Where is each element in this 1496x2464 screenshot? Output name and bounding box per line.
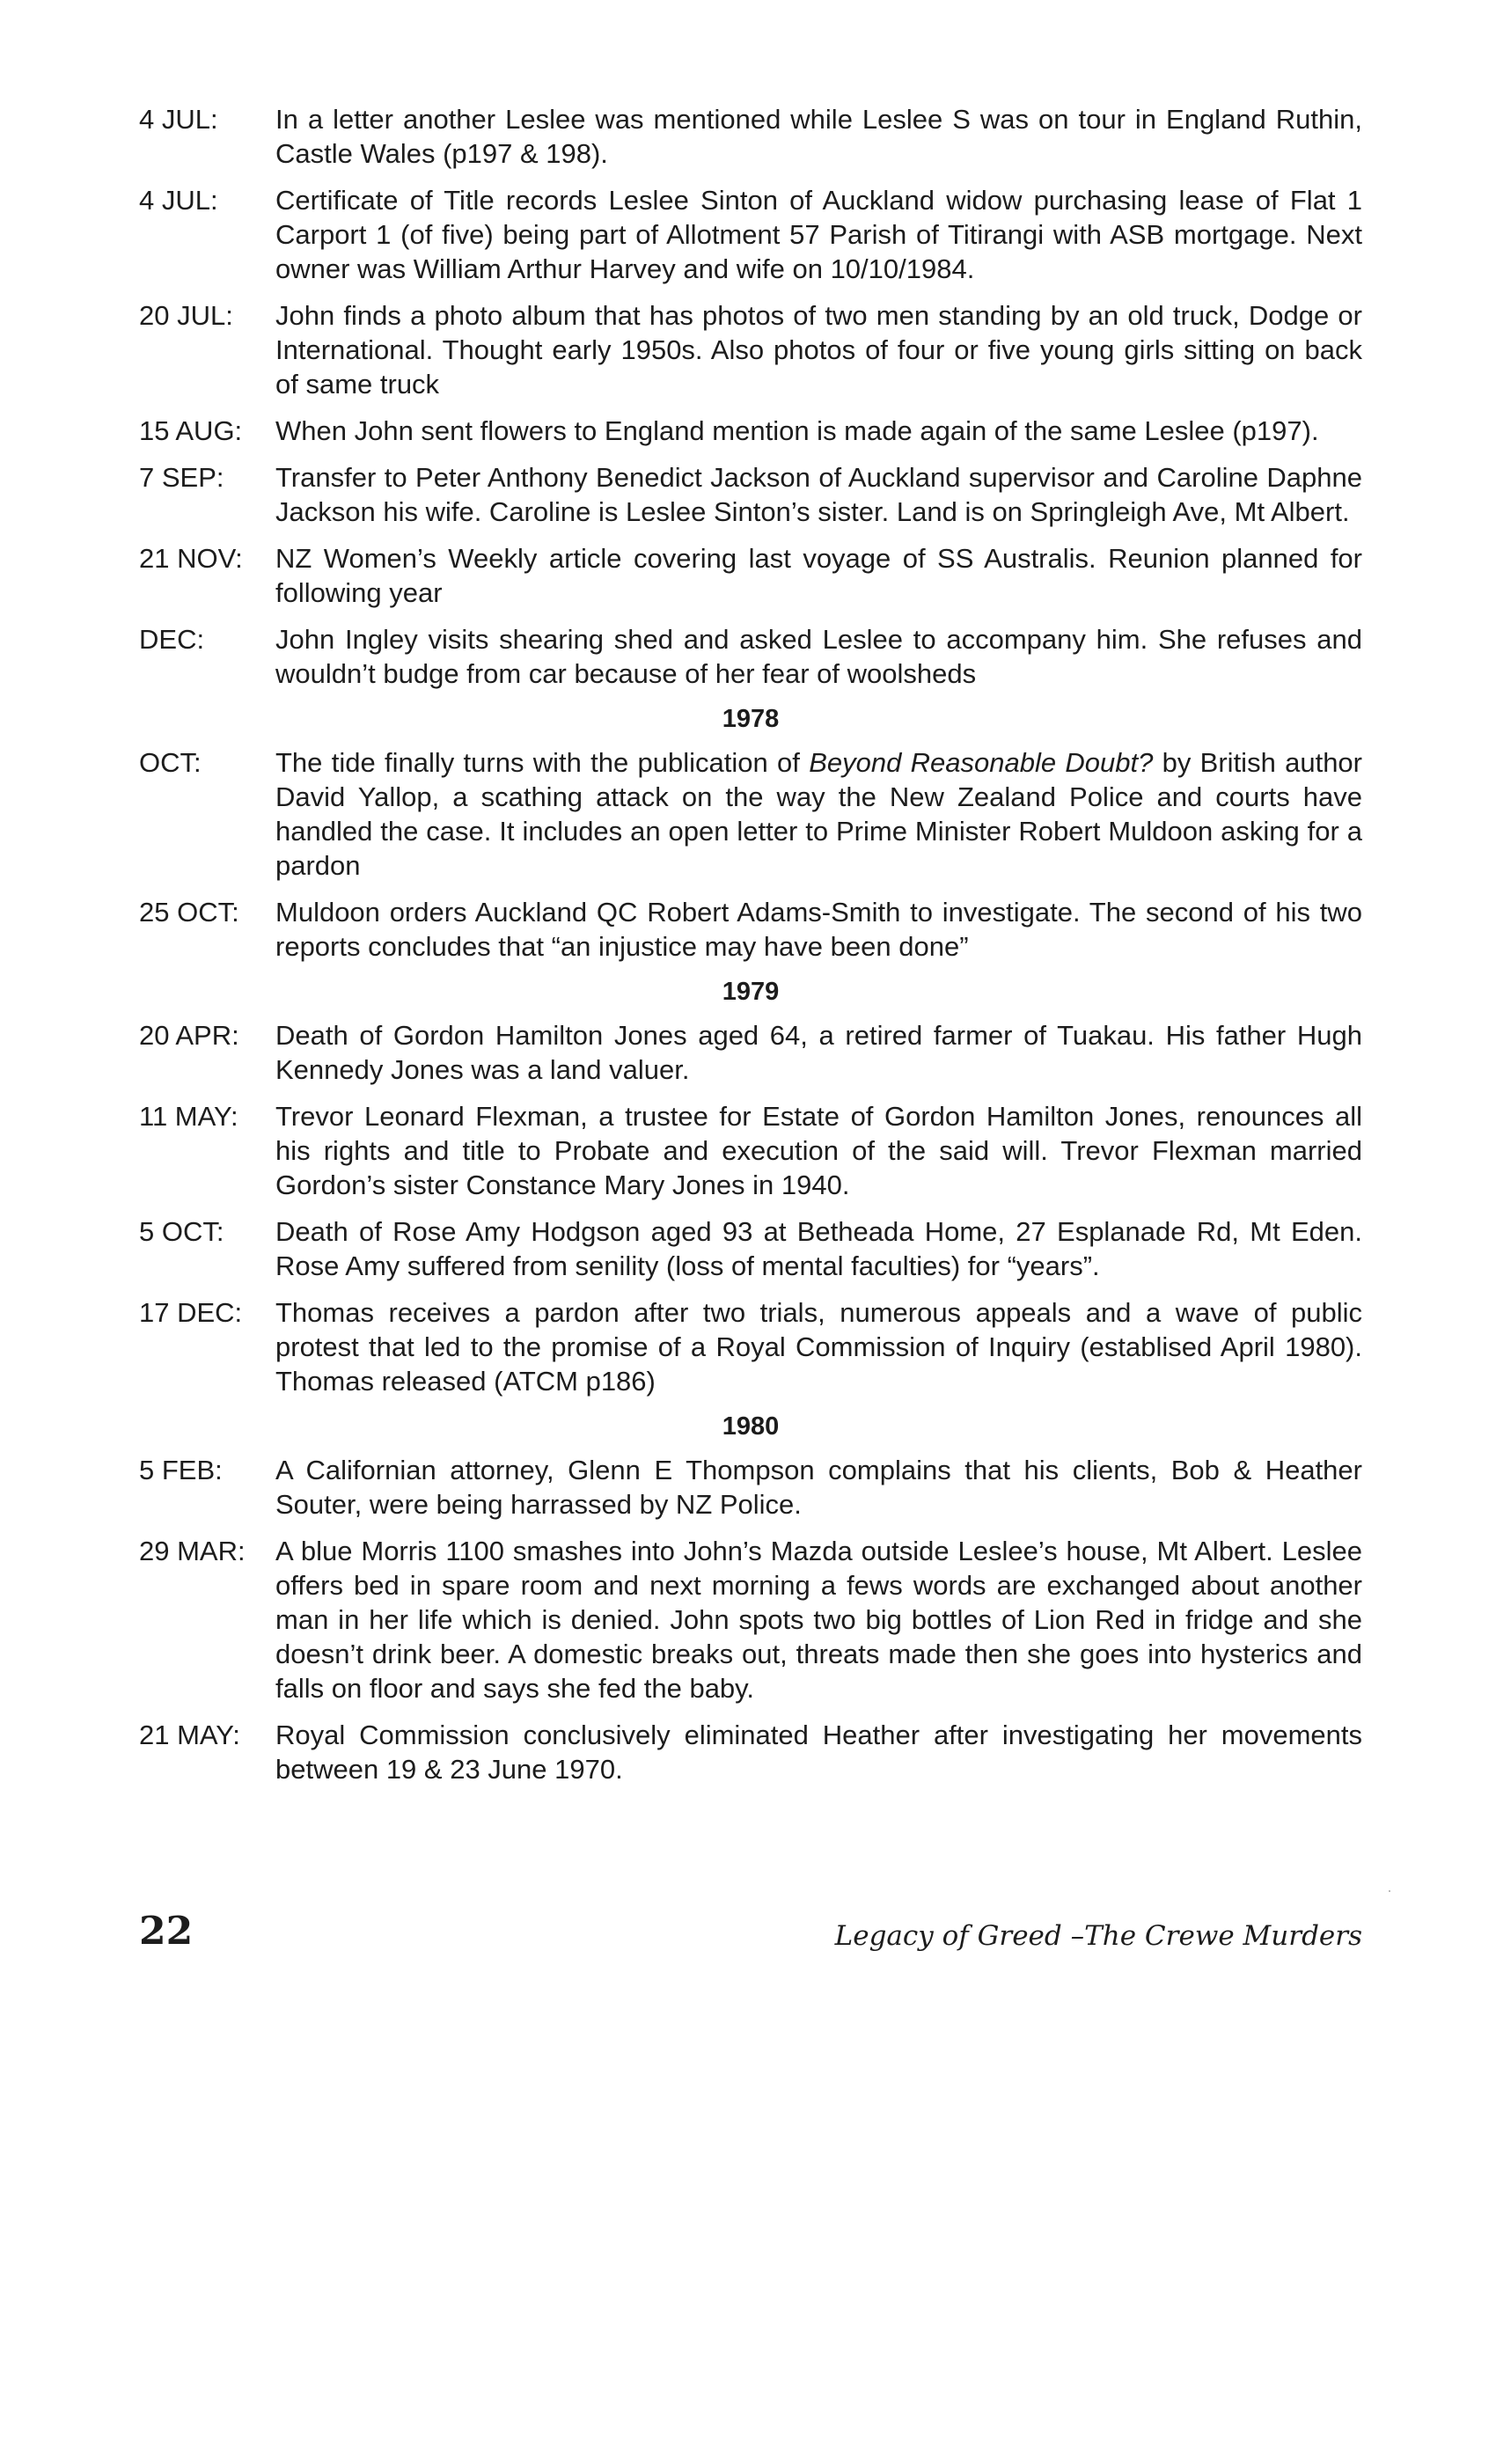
entry-date: 17 DEC: bbox=[139, 1297, 243, 1328]
entry-date: 25 OCT: bbox=[139, 897, 239, 928]
entry-text-segment: The tide finally turns with the publication of bbox=[275, 747, 810, 778]
timeline-entry bbox=[139, 1534, 1362, 1705]
entry-date: 21 NOV: bbox=[139, 543, 243, 574]
timeline-entry bbox=[139, 745, 1362, 883]
timeline-entry bbox=[139, 1453, 1362, 1522]
timeline-entry bbox=[139, 1214, 1362, 1283]
entry-text-segment: A blue Morris 1100 smashes into John’s Mazda outside Leslee’s house, Mt Albert. Leslee offers bed in spare room and next morning a fews words are exchanged about another man in her life which is denied. John spots two big bottles of Lion Red in fridge and she doesn’t drink beer. A domestic breaks out, threats made then she goes into hysterics and falls on floor and says she fed the baby. bbox=[275, 1536, 1362, 1704]
timeline-entry bbox=[139, 541, 1362, 610]
entry-date: 21 MAY: bbox=[139, 1720, 240, 1750]
timeline-entry bbox=[139, 1718, 1362, 1786]
entry-text-segment: John Ingley visits shearing shed and asked Leslee to accompany him. She refuses and wouldn’t budge from car because of her fear of woolsheds bbox=[275, 624, 1362, 689]
entry-text bbox=[275, 414, 1362, 448]
book-title-reference: Beyond Reasonable Doubt? bbox=[809, 747, 1154, 778]
entry-text bbox=[275, 1534, 1362, 1705]
entry-text-segment: Trevor Leonard Flexman, a trustee for Estate of Gordon Hamilton Jones, renounces all his rights and title to Probate and execution of the said will. Trevor Flexman married Gordon’s sister Constance Mary Jones in 1940. bbox=[275, 1101, 1362, 1200]
entry-text-segment: Muldoon orders Auckland QC Robert Adams-Smith to investigate. The second of his two reports concludes that “an injustice may have been done” bbox=[275, 897, 1362, 962]
entry-text-segment: Certificate of Title records Leslee Sinton of Auckland widow purchasing lease of Flat 1 Carport 1 (of five) being part of Allotment 57 Parish of Titirangi with ASB mortgage. Next owner was William Arthur Harvey and wife on 10/10/1984. bbox=[275, 185, 1362, 284]
entry-text bbox=[275, 460, 1362, 529]
entry-text-segment: Transfer to Peter Anthony Benedict Jackson of Auckland supervisor and Caroline Daphne Jackson his wife. Caroline is Leslee Sinton’s sister. Land is on Springleigh Ave, Mt Albert. bbox=[275, 462, 1362, 527]
entry-text bbox=[275, 895, 1362, 964]
entry-date: 11 MAY: bbox=[139, 1101, 238, 1132]
entry-text bbox=[275, 1214, 1362, 1283]
year-heading: 1980 bbox=[722, 1412, 780, 1441]
entry-text bbox=[275, 622, 1362, 691]
timeline bbox=[139, 102, 1362, 1799]
speck bbox=[1389, 1890, 1390, 1892]
entry-text-segment: by British author David Yallop, a scathing attack on the way the New Zealand Police and courts have handled the case. It includes an open letter to Prime Minister Robert Muldoon asking for a pardon bbox=[275, 747, 1362, 881]
page-number: 22 bbox=[139, 1909, 194, 1954]
entry-text bbox=[275, 102, 1362, 171]
timeline-entry bbox=[139, 1099, 1362, 1202]
entry-text bbox=[275, 1099, 1362, 1202]
timeline-entry bbox=[139, 183, 1362, 286]
entry-date: 29 MAR: bbox=[139, 1536, 246, 1566]
entry-text bbox=[275, 298, 1362, 401]
entry-date: 7 SEP: bbox=[139, 462, 224, 493]
timeline-entry bbox=[139, 414, 1362, 448]
entry-text bbox=[275, 745, 1362, 883]
timeline-entry bbox=[139, 298, 1362, 401]
entry-text-segment: Thomas receives a pardon after two trials, numerous appeals and a wave of public protest that led to the promise of a Royal Commission of Inquiry (establised April 1980). Thomas released (ATCM p186) bbox=[275, 1297, 1362, 1397]
entry-date: 20 APR: bbox=[139, 1020, 239, 1051]
entry-text-segment: NZ Women’s Weekly article covering last voyage of SS Australis. Reunion planned for following year bbox=[275, 543, 1362, 608]
entry-text-segment: Death of Gordon Hamilton Jones aged 64, a retired farmer of Tuakau. His father Hugh Kennedy Jones was a land valuer. bbox=[275, 1020, 1362, 1085]
year-heading: 1978 bbox=[722, 705, 780, 733]
entry-text bbox=[275, 541, 1362, 610]
entry-date: 5 OCT: bbox=[139, 1216, 224, 1247]
entry-date: 4 JUL: bbox=[139, 104, 218, 135]
entry-text bbox=[275, 1718, 1362, 1786]
entry-text-segment: Royal Commission conclusively eliminated Heather after investigating her movements between 19 & 23 June 1970. bbox=[275, 1720, 1362, 1785]
timeline-entry bbox=[139, 1295, 1362, 1398]
entry-text bbox=[275, 183, 1362, 286]
entry-date: DEC: bbox=[139, 624, 205, 655]
entry-date: 4 JUL: bbox=[139, 185, 218, 216]
entry-date: 20 JUL: bbox=[139, 300, 233, 331]
entry-date: OCT: bbox=[139, 747, 202, 778]
entry-text-segment: A Californian attorney, Glenn E Thompson complains that his clients, Bob & Heather Souter, were being harrassed by NZ Police. bbox=[275, 1455, 1362, 1520]
entry-text-segment: Death of Rose Amy Hodgson aged 93 at Betheada Home, 27 Esplanade Rd, Mt Eden. Rose Amy suffered from senility (loss of mental faculties) for “years”. bbox=[275, 1216, 1362, 1281]
page-footer bbox=[139, 1910, 1362, 1962]
timeline-entry bbox=[139, 1018, 1362, 1087]
timeline-entry bbox=[139, 622, 1362, 691]
entry-text bbox=[275, 1018, 1362, 1087]
entry-text-segment: John finds a photo album that has photos of two men standing by an old truck, Dodge or International. Thought early 1950s. Also photos of four or five young girls sitting on back of same truck bbox=[275, 300, 1362, 400]
entry-text-segment: When John sent flowers to England mention is made again of the same Leslee (p197). bbox=[275, 415, 1319, 446]
book-title: Legacy of Greed –The Crewe Murders bbox=[834, 1920, 1362, 1952]
entry-text bbox=[275, 1295, 1362, 1398]
entry-date: 15 AUG: bbox=[139, 415, 243, 446]
timeline-entry bbox=[139, 102, 1362, 171]
timeline-entry bbox=[139, 895, 1362, 964]
entry-text-segment: In a letter another Leslee was mentioned while Leslee S was on tour in England Ruthin, Castle Wales (p197 & 198). bbox=[275, 104, 1362, 169]
entry-date: 5 FEB: bbox=[139, 1455, 223, 1485]
entry-text bbox=[275, 1453, 1362, 1522]
year-heading: 1979 bbox=[722, 978, 780, 1006]
timeline-entry bbox=[139, 460, 1362, 529]
